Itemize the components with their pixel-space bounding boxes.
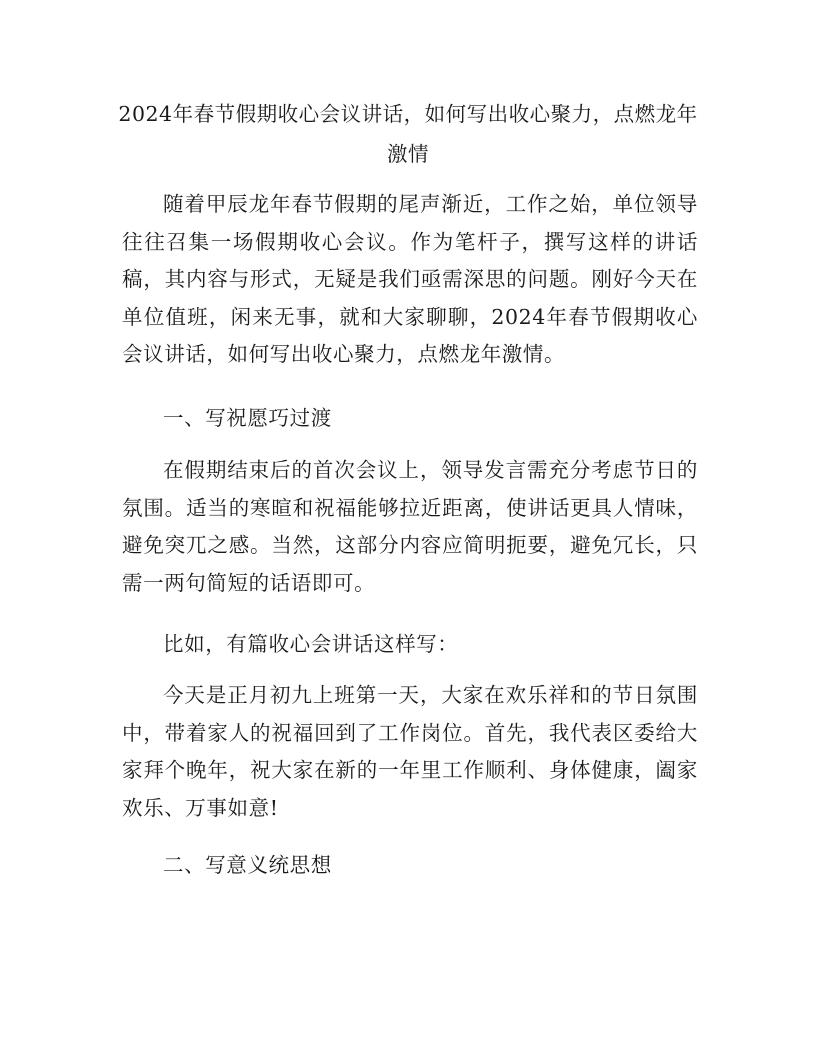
example-intro-paragraph: 比如，有篇收心会讲话这样写： bbox=[163, 632, 459, 656]
section-heading-2: 二、写意义统思想 bbox=[163, 853, 332, 877]
example-quote-paragraph: 今天是正月初九上班第一天，大家在欢乐祥和的节日氛围中，带着家人的祝福回到了工作岗位。首先，我代表区委给大家拜个晚年，祝大家在新的一年里工作顺利、身体健康，阖家欢乐、万事如意! bbox=[122, 683, 698, 820]
section-1-paragraph: 在假期结束后的首次会议上，领导发言需充分考虑节日的氛围。适当的寒暄和祝福能够拉近距离，使讲话更具人情味，避免突兀之感。当然，这部分内容应简明扼要，避免冗长，只需一两句简短的话语即可。 bbox=[122, 458, 698, 595]
section-heading-1: 一、写祝愿巧过渡 bbox=[163, 406, 332, 430]
document-title: 2024年春节假期收心会议讲话，如何写出收心聚力，点燃龙年激情 bbox=[118, 102, 698, 166]
intro-paragraph: 随着甲辰龙年春节假期的尾声渐近，工作之始，单位领导往往召集一场假期收心会议。作为笔杆子，撰写这样的讲话稿，其内容与形式，无疑是我们亟需深思的问题。刚好今天在单位值班，闲来无事，就和大家聊聊，2024年春节假期收心会议讲话，如何写出收心聚力，点燃龙年激情。 bbox=[122, 192, 698, 366]
